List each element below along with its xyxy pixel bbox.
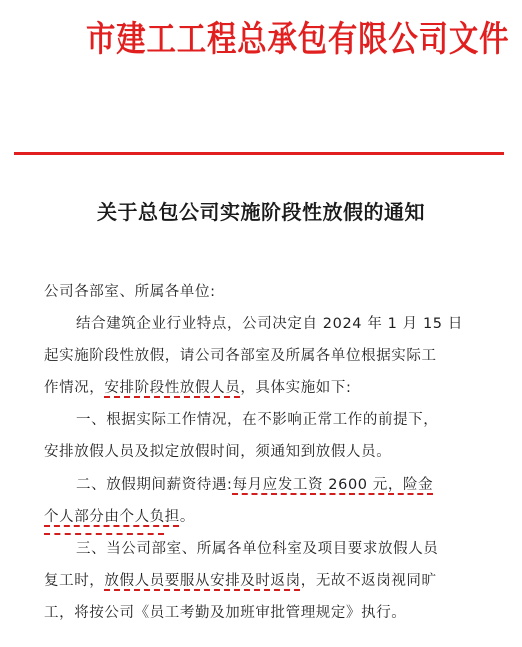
paragraph-1-line-1: 结合建筑企业行业特点，公司决定自 2024 年 1 月 15 日 (76, 316, 463, 332)
highlight-phased-leave-staff: 安排阶段性放假人员 (104, 380, 241, 396)
highlight-return-to-post: 放假人员要服从安排及时返岗 (104, 573, 301, 589)
item-3-line-1: 三、当公司部室、所属各单位科室及项目要求放假人员 (76, 541, 439, 557)
item-2-line-1 (76, 475, 433, 495)
highlight-personal-insurance: 个人部分由个人负担 (44, 509, 180, 525)
highlight-monthly-salary: 每月应发工资 2600 元，险金 (232, 477, 434, 493)
item-2-line-1-prefix: 二、放假期间薪资待遇: (76, 477, 233, 493)
item-3-line-3: 工，将按公司《员工考勤及加班审批管理规定》执行。 (44, 605, 407, 621)
header-red-rule (14, 152, 504, 155)
item-2-line-2 (44, 507, 195, 527)
item-1-line-1: 一、根据实际工作情况，在不影响正常工作的前提下， (76, 412, 439, 428)
item-3-line-2 (44, 571, 437, 591)
notice-title: 关于总包公司实施阶段性放假的通知 (97, 200, 425, 224)
extra-dashed-mark (44, 533, 164, 535)
salutation: 公司各部室、所属各单位: (44, 284, 216, 300)
paragraph-1-line-3-suffix: ，具体实施如下: (240, 380, 352, 396)
item-3-line-2-prefix: 复工时， (44, 573, 105, 589)
document-header-title: 市建工工程总承包有限公司文件 (86, 19, 510, 60)
item-2-line-2-suffix: 。 (179, 509, 196, 525)
item-3-line-2-suffix: ，无故不返岗视同旷 (300, 573, 437, 589)
paragraph-1-line-3-prefix: 作情况， (44, 380, 105, 396)
item-1-line-2: 安排放假人员及拟定放假时间，须通知到放假人员。 (44, 444, 392, 460)
paragraph-1-line-3 (44, 378, 352, 398)
paragraph-1-line-2: 起实施阶段性放假，请公司各部室及所属各单位根据实际工 (44, 348, 437, 364)
